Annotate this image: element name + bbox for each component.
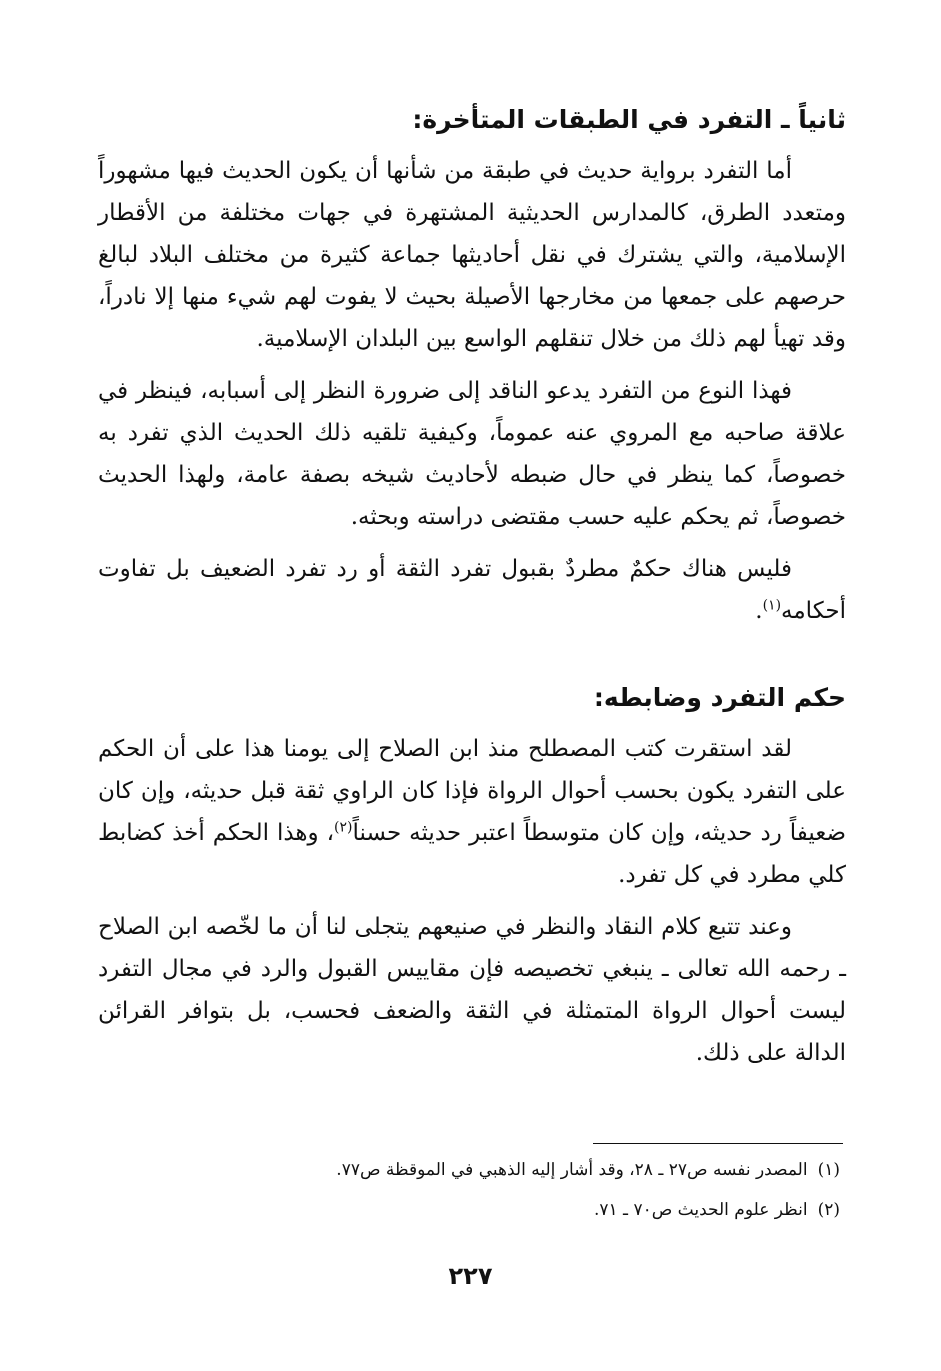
footnote-text: انظر علوم الحديث ص٧٠ ـ ٧١. xyxy=(593,1200,808,1220)
footnote xyxy=(98,1150,846,1190)
footnote-number: (٢) xyxy=(817,1200,840,1220)
footnotes xyxy=(98,1150,846,1230)
paragraph xyxy=(98,548,846,632)
section-heading-ruling: حكم التفرد وضابطه: xyxy=(593,683,846,712)
paragraph: وعند تتبع كلام النقاد والنظر في صنيعهم يتجلى لنا أن ما لخّصه ابن الصلاح ـ رحمه الله تعالى ـ ينبغي تخصيصه فإن مقاييس القبول والرد في مجال التفرد ليست أحوال الرواة المتمثلة في الثقة والضعف فحسب، بل بتوافر القرائن الدالة على ذلك. xyxy=(98,914,846,1066)
paragraph-text: لقد استقرت كتب المصطلح منذ ابن الصلاح إلى يومنا هذا على أن الحكم على التفرد يكون بحسب أحوال الرواة فإذا كان الراوي ثقة قبل حديثه، وإن كان ضعيفاً رد حديثه، وإن كان متوسطاً اعتبر حديثه حسناً xyxy=(98,736,847,846)
page-number: ٢٢٧ xyxy=(448,1262,493,1290)
paragraph-end: . xyxy=(755,598,763,624)
paragraph xyxy=(98,728,846,896)
section-heading-late-layers: ثانياً ـ التفرد في الطبقات المتأخرة: xyxy=(412,105,846,134)
paragraph: فهذا النوع من التفرد يدعو الناقد إلى ضرورة النظر إلى أسبابه، فينظر في علاقة صاحبه مع المروي عنه عموماً، وكيفية تلقيه ذلك الحديث الذي تفرد به خصوصاً، كما ينظر في حال ضبطه لأحاديث شيخه بصفة عامة، ولهذا الحديث خصوصاً، ثم يحكم عليه حسب مقتضى دراسته وبحثه. xyxy=(98,378,846,530)
footnote-marker: (٢) xyxy=(334,819,353,836)
footnote-text: المصدر نفسه ص٢٧ ـ ٢٨، وقد أشار إليه الذهبي في الموقظة ص٧٧. xyxy=(336,1160,808,1180)
paragraph: أما التفرد برواية حديث في طبقة من شأنها أن يكون الحديث فيها مشهوراً ومتعدد الطرق، كالمدارس الحديثية المشتهرة في جهات مختلفة من الأقطار الإسلامية، والتي يشترك في نقل أحاديثها جماعة كثيرة من مختلف البلاد لبالغ حرصهم على جمعها من مخارجها الأصيلة بحيث لا يفوت لهم شيء منها إلا نادراً، وقد تهيأ لهم ذلك من خلال تنقلهم الواسع بين البلدان الإسلامية. xyxy=(98,158,846,352)
footnote-number: (١) xyxy=(817,1160,840,1180)
footnote-marker: (١) xyxy=(762,597,782,614)
page-body xyxy=(98,96,846,1084)
paragraph-end: ، وهذا الحكم أخذ كضابط كلي مطرد في كل تفرد. xyxy=(98,820,846,888)
footnote xyxy=(98,1190,846,1230)
paragraph-text: فليس هناك حكمٌ مطردٌ بقبول تفرد الثقة أو رد تفرد الضعيف بل تفاوت أحكامه xyxy=(98,556,846,624)
footnote-divider xyxy=(593,1143,843,1144)
